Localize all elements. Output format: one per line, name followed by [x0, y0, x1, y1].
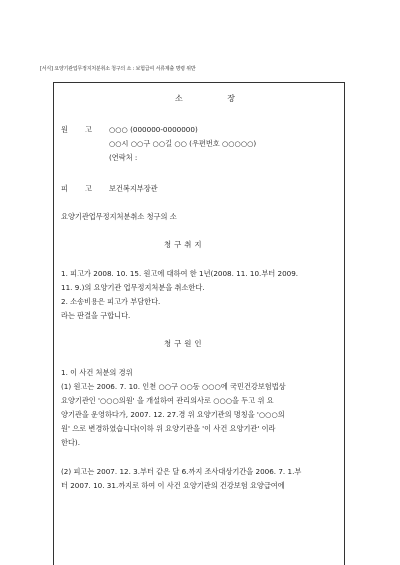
- cause-line: 한다).: [61, 438, 80, 447]
- purpose-line: 11. 9.)의 요양기관 업무정지처분을 취소한다.: [61, 283, 205, 292]
- purpose-line: 1. 피고가 2008. 10. 15. 원고에 대하여 한 1년(2008. 11. 10.부터 2009.: [61, 269, 299, 278]
- plaintiff-name: ○○○ (000000-0000000): [109, 125, 198, 134]
- cause-line: 터 2007. 10. 31.까지로 하여 이 사건 요양기관의 건강보험 요양급여에: [61, 481, 285, 490]
- document-header: [서식] 요양기관업무정지처분취소 청구의 소 : 보험급여 서류제출 명령 위반: [40, 66, 196, 72]
- complaint-form-frame: [53, 82, 345, 565]
- defendant-label-b: 고: [85, 184, 92, 193]
- title-left: 소: [175, 94, 184, 103]
- plaintiff-contact: (연락처 :: [109, 153, 138, 162]
- case-name: 요양기관업무정지처분취소 청구의 소: [61, 212, 177, 221]
- plaintiff-label-a: 원: [61, 125, 68, 134]
- purpose-line: 2. 소송비용은 피고가 부담한다.: [61, 297, 161, 306]
- title-right: 장: [227, 94, 236, 103]
- plaintiff-label-b: 고: [85, 125, 92, 134]
- cause-title: 청구원인: [164, 339, 205, 348]
- cause-line: 양기관을 운영하다가, 2007. 12. 27.경 위 요양기관의 명칭을 '○○○의: [61, 410, 285, 419]
- document-title: [175, 94, 235, 103]
- defendant-name: 보건복지부장관: [109, 184, 158, 193]
- purpose-title: 청구취지: [164, 240, 205, 249]
- defendant-label-a: 피: [61, 184, 68, 193]
- cause-line: (1) 원고는 2006. 7. 10. 인천 ○○구 ○○동 ○○○에 국민건강보험법상: [61, 382, 286, 391]
- cause-subheading: 1. 이 사건 처분의 경위: [61, 368, 133, 377]
- plaintiff-address: ○○시 ○○구 ○○길 ○○ (우편번호 ○○○○○): [109, 139, 257, 148]
- purpose-line: 라는 판결을 구합니다.: [61, 311, 131, 320]
- cause-line: 원' 으로 변경하였습니다(이하 위 요양기관을 '이 사건 요양기관' 이라: [61, 424, 276, 433]
- cause-line: 요양기관인 '○○○의원' 을 개설하여 관리의사로 ○○○을 두고 위 요: [61, 396, 274, 405]
- cause-line: (2) 피고는 2007. 12. 3.부터 같은 달 6.까지 조사대상기간을 2006. 7. 1.부: [61, 467, 302, 476]
